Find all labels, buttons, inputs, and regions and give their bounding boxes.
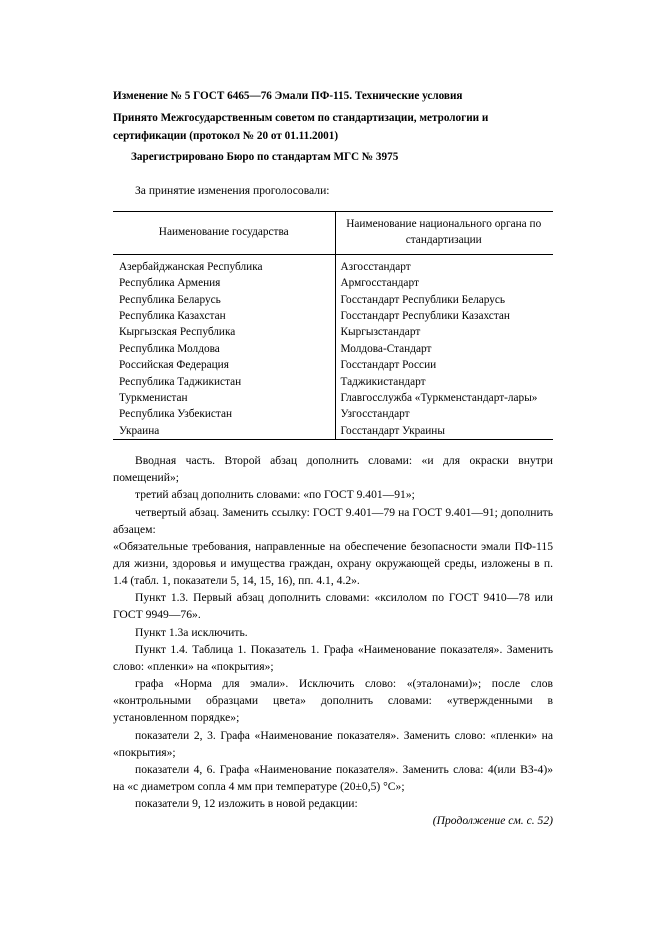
document-content — [113, 88, 553, 827]
column-header-body: Наименование национального органа по стандартизации — [334, 212, 553, 255]
paragraph: показатели 2, 3. Графа «Наименование показателя». Заменить слово: «пленки» на «покрытия»; — [113, 728, 553, 759]
paragraph: Пункт 1.3. Первый абзац дополнить словами: «ксилолом по ГОСТ 9410—78 или ГОСТ 9949—76». — [113, 591, 553, 622]
paragraph: Пункт 1.4. Таблица 1. Показатель 1. Графа «Наименование показателя». Заменить слово: «пленки» на «покрытия»; — [113, 642, 553, 673]
cell-body: Госстандарт Республики Казахстан — [340, 310, 510, 323]
cell-body: Узгосстандарт — [340, 408, 410, 421]
cell-state: Российская Федерация — [119, 359, 229, 372]
paragraph: «Обязательные требования, направленные на обеспечение безопасности эмали ПФ-115 для жизни, здоровья и имущества граждан, охрану окружающей среды, изложены в п. 1.4 (табл. 1, показатели 5, 14, 15, 16), пп. 4.1, 4.2». — [113, 539, 553, 588]
intro-text: За принятие изменения проголосовали: — [135, 184, 330, 198]
states-table-head — [113, 212, 553, 255]
states-table-wrap — [113, 211, 553, 440]
document-header — [113, 88, 553, 166]
table-row — [113, 357, 553, 373]
column-header-state: Наименование государства — [113, 212, 334, 255]
paragraph: Пункт 1.3а исключить. — [135, 625, 248, 639]
paragraph: показатели 4, 6. Графа «Наименование показателя». Заменить слова: 4(или ВЗ-4)» на «с диаметром сопла 4 мм при температуре (20±0,5) °С»; — [113, 762, 553, 794]
cell-state: Республика Беларусь — [119, 293, 221, 306]
cell-body: Азгосстандарт — [340, 260, 411, 273]
header-title: Изменение № 5 ГОСТ 6465—76 Эмали ПФ-115. Технические условия — [113, 90, 463, 102]
cell-state: Республика Казахстан — [119, 310, 226, 323]
table-row — [113, 324, 553, 340]
amendment-body — [113, 452, 553, 812]
table-row — [113, 341, 553, 357]
table-row — [113, 406, 553, 422]
table-bottom-rule — [113, 439, 553, 440]
table-row — [113, 390, 553, 406]
paragraph: четвертый абзац. Заменить ссылку: ГОСТ 9.401—79 на ГОСТ 9.401—91; дополнить абзацем: — [113, 505, 553, 536]
table-row — [113, 254, 553, 275]
cell-body: Молдова-Стандарт — [340, 342, 432, 355]
cell-body: Таджикистандарт — [340, 375, 426, 388]
paragraph: Вводная часть. Второй абзац дополнить словами: «и для окраски внутри помещений»; — [113, 454, 553, 485]
states-table-body — [113, 254, 553, 439]
table-header-row — [113, 212, 553, 255]
cell-state: Туркменистан — [119, 391, 188, 404]
table-row — [113, 275, 553, 291]
table-row — [113, 374, 553, 390]
cell-state: Республика Таджикистан — [119, 375, 242, 388]
header-registration: Зарегистрировано Бюро по стандартам МГС № 3975 — [131, 151, 399, 164]
cell-body: Главгосслужба «Туркменстандарт-лары» — [340, 391, 538, 404]
cell-body: Кыргызстандарт — [340, 326, 421, 339]
paragraph: графа «Норма для эмали». Исключить слово: «(эталонами)»; после слов «контрольными образцами цвета» дополнить словами: «утвержденными в установленном порядке»; — [113, 677, 553, 725]
table-row — [113, 292, 553, 308]
cell-state: Республика Узбекистан — [119, 408, 233, 421]
cell-state: Республика Армения — [119, 277, 221, 290]
table-column-divider — [335, 211, 336, 440]
continuation-note: (Продолжение см. с. 52) — [432, 814, 553, 828]
cell-body: Госстандарт Республики Беларусь — [340, 293, 506, 306]
paragraph: показатели 9, 12 изложить в новой редакции: — [135, 797, 358, 811]
cell-body: Армгосстандарт — [340, 277, 419, 290]
states-table — [113, 211, 553, 439]
cell-state: Украина — [119, 424, 160, 437]
cell-body: Госстандарт Украины — [340, 424, 445, 437]
header-adoption: Принято Межгосударственным советом по стандартизации, метрологии и сертификации (протокол № 20 от 01.11.2001) — [113, 112, 489, 142]
cell-body: Госстандарт России — [340, 359, 437, 372]
cell-state: Кыргызская Республика — [119, 326, 236, 339]
cell-state: Республика Молдова — [119, 342, 220, 355]
cell-state: Азербайджанская Республика — [119, 260, 263, 273]
table-row — [113, 308, 553, 324]
paragraph: третий абзац дополнить словами: «по ГОСТ 9.401—91»; — [135, 488, 415, 502]
table-row — [113, 423, 553, 439]
